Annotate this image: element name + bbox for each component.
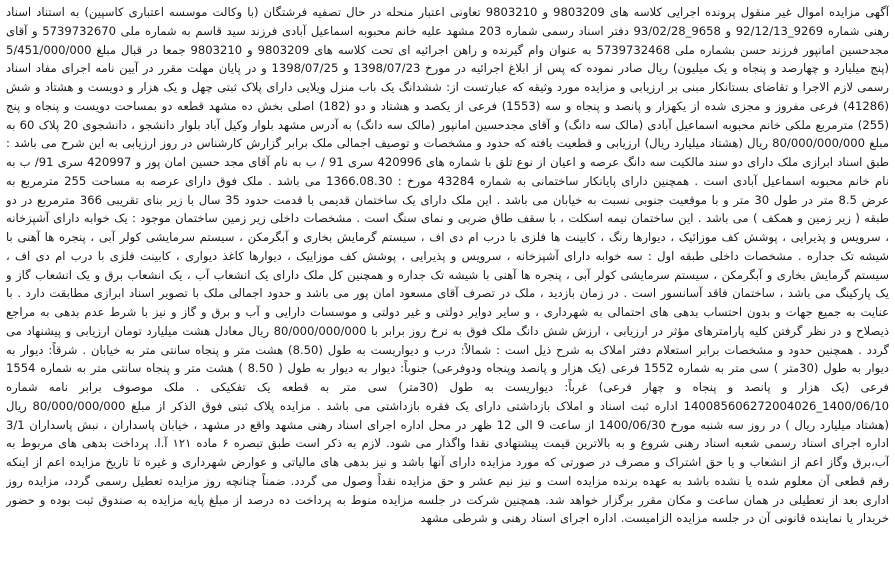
notice-body-text: آگهی مزایده اموال غیر منقول پرونده اجرایی کلاسه های 9803209 و 9803210 تعاونی اعتبار منحله در حال تصفیه فرشتگان (با وکالت موسسه اعتباری کاسپین) به استناد اسناد رهنی شماره 9269_92/12/13 و 9658_93/02/28 دفتر اسناد رسمی شماره 203 مشهد علیه خانم محبوبه اسماعیل آبادی فرزند سید قاسم به شماره ملی 5739732670 و آقای مجدحسین امانپور فرزند حسن بشماره ملی 5739732468 به عنوان وام گیرنده و راهن اجرائیه ای تحت کلاسه های 9803209 و 9803210 جمعا در قبال مبلغ 5/451/000/000 (پنج میلیارد و چهارصد و پنجاه و یک میلیون) ریال صادر نموده که پس از ابلاغ اجرائیه در مورخ 1398/07/23 و 1398/07/25 و در پایان مهلت مقرر در آیین نامه اجرای مفاد اسناد رسمی لازم الاجرا و تقاضای بستانکار مبنی بر ارزیابی و مزایده مورد وثیقه که عبارتست از: ششدانگ یک باب منزل ویلایی دارای پلاک ثبتی چهل و یک هزار و دویست و هشتاد و شش (41286) فرعی مفروز و مجزی شده از یکهزار و پانصد و پنجاه و سه (1553) فرعی از یکصد و هشتاد و دو (182) اصلی بخش ده مشهد قطعه دو بمساحت دویست و پنجاه و پنج (255) مترمربع ملکی خانم محبوبه اسماعیل آبادی (مالک سه دانگ) و آقای مجدحسین امانپور (مالک سه دانگ) به آدرس مشهد بلوار وکیل آباد بلوار دانشجو ، دانشجوی 20 پلاک 60 به مبلغ 80/000/000/000 ریال (هشتاد میلیارد ریال) ارزیابی و قطعیت یافته که حدود و مشخصات و توصیف اجمالی ملک برابر گزارش کارشناس در روز ارزیابی به این شرح می باشد : طبق اسناد ابرازی ملک دارای دو سند مالکیت سه دانگ عرصه و اعیان از نوع تلق با شماره های 420996 سری 91 / ب به نام آقای مجد حسین امان پور و 420997 سری 91/ ب به نام خانم محبوبه اسماعیل آبادی است . همچنین دارای پایانکار ساختمانی به شماره 43284 مورخ : 1366.08.30 می باشد . ملک فوق دارای عرصه به مساحت 255 مترمربع به عرض 8.5 متر در طول 30 متر و با موقعیت جنوبی نسبت به خیابان می باشد . این ملک دارای یک ساختمان قدیمی با قدمت حدود 35 سال با زیر بنای تقریبی 366 مترمربع در دو طبقه ( زیر زمین و همکف ) می باشد . این ساختمان نیمه اسکلت ، با سقف طاق ضربی و نمای سنگ است . مشخصات داخلی زیر زمین ساختمان موجود : یک خوابه دارای آشپزخانه ، سرویس و پذیرایی ، پوشش کف موزائیک ، دیوارها رنگ ، کابینت ها فلزی با درب ام دی اف ، سیستم گرمایش بخاری و آبگرمکن ، سیستم سرمایشی کولر آبی ، پنجره ها آهنی با شیشه تک جداره . مشخصات داخلی طبقه اول : سه خوابه دارای آشپزخانه ، سرویس و پذیرایی ، پوشش کف موزاییک ، دیوارها کاغذ دیواری ، کابینت فلزی با درب ام دی اف ، سیستم گرمایش بخاری و آبگرمکن ، سیستم سرمایشی کولر آبی ، پنجره ها آهنی با شیشه تک جداره و همچنین کل ملک دارای یک انشعاب آب ، یک انشعاب برق و یک انشعاب گاز و یک پارکینگ می باشد ، ساختمان فاقد آسانسور است . در زمان بازدید ، ملک در تصرف آقای مسعود امان پور می باشد و حدود اجمالی ملک با تصویر اسناد ابرازی مطابقت دارد . با عنایت به جمیع جهات و بدون احتساب بدهی های احتمالی به شهرداری ، و سایر دوایر دولتی و غیر دولتی و موسسات دارایی و آب و برق و گاز و نیز با شرط عدم بدهی به مراجع ذیصلاح و در نظر گرفتن کلیه پارامترهای مؤثر در ارزیابی ، ارزش شش دانگ ملک فوق به نرخ روز برابر با 80/000/000/000 ریال معادل هشت میلیارد تومان ارزیابی و پیشنهاد می گردد . همچنین حدود و مشخصات برابر استعلام دفتر املاک به شرح ذیل است : شمالاً: درب و دیواریست به طول (8.50) هشت متر و پنجاه سانتی متر به خیابان . شرقاً: دیوار به دیوار به طول (30متر ) سی متر به شماره 1552 فرعی (یک هزار و پانصد وپنجاه ودوفرعی) جنوباً: دیوار به دیوار به طول ( 8.50 ) هشت متر و پنجاه سانتی متر به شماره 1554 فرعی (یک هزار و پانصد و پنجاه و چهار فرعی) غرباً: دیواریست به طول (30متر) سی متر به قطعه یک تفکیکی . ملک موصوف برابر نامه شماره 1400/06/10_140085606272004026 اداره ثبت اسناد و املاک بازداشتی دارای یک فقره بازداشتی می باشد . مزایده پلاک ثبتی فوق الذکر از مبلغ 80/000/000/000 ریال (هشتاد میلیارد ریال ) در روز سه شنبه مورخ 1400/06/30 از ساعت 9 الی 12 ظهر در محل اداره اجرای اسناد رهنی مشهد واقع در مشهد ، خیابان پاسداران ، نبش پاسداران 3/1 اداره اجرای اسناد رسمی شعبه اسناد رهنی شروع و به بالاترین قیمت پیشنهادی نقدا واگذار می شود. لازم به ذکر است طبق تبصره ۶ ماده ۱۲۱ آ.ا. پرداخت بدهی های مربوط به آب،برق وگاز اعم از انشعاب و یا حق اشتراک و مصرف در صورتی که مورد مزایده دارای آنها باشد و نیز بدهی های مالیاتی و عوارض شهرداری و غیره تا تاریخ مزایده اعم از اینکه رقم قطعی آن معلوم شده یا نشده باشد به عهده برنده مزایده است و نیز نیم عشر و حق مزایده نقداً وصول می گردد. ضمناً چنانچه روز مزایده تعطیل رسمی گردد، مزایده روز اداری بعد از تعطیلی در همان ساعت و مکان مقرر برگزار خواهد شد. همچنین شرکت در جلسه مزایده منوط به پرداخت ده درصد از مبلغ پایه مزایده به صندوق ثبت بوده و حضور خریدار یا نماینده قانونی آن در جلسه مزایده الزامیست. اداره اجرای اسناد رهنی و شرطی مشهد (6, 5, 889, 526)
auction-notice (6, 3, 889, 569)
